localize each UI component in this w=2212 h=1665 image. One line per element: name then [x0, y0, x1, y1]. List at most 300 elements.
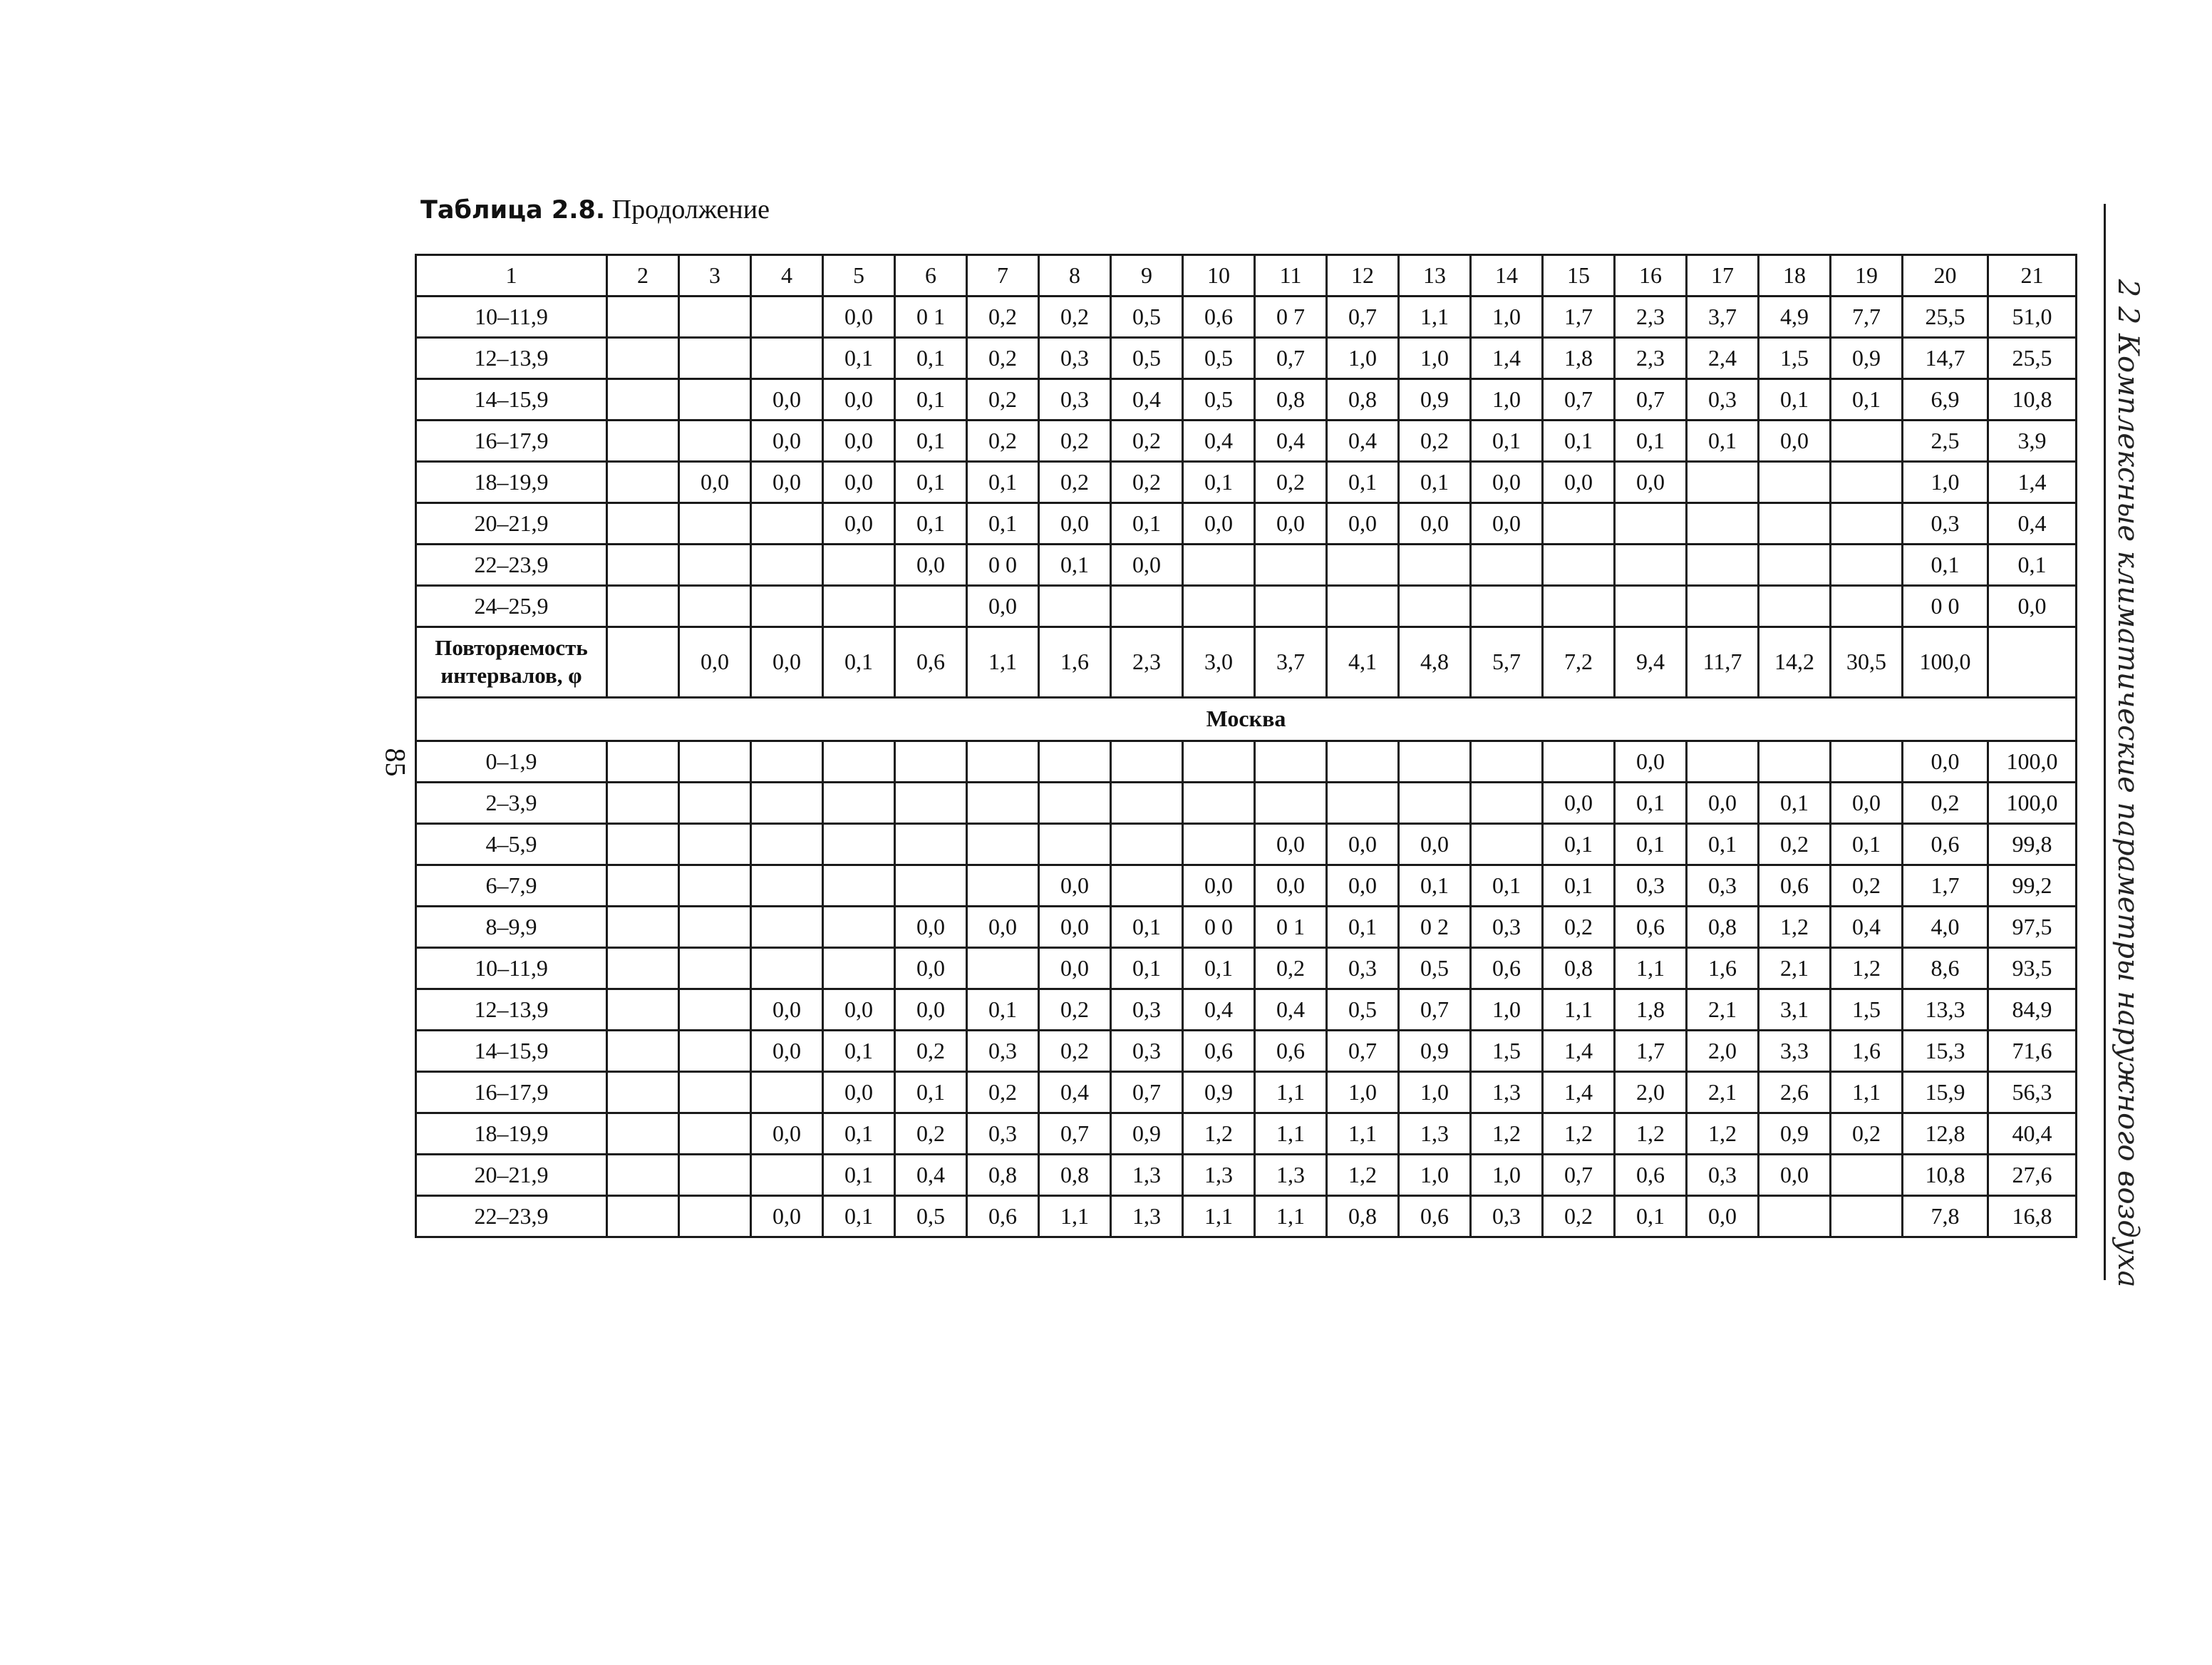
table-cell: 0,4: [1988, 503, 2077, 545]
table-cell: 8: [1039, 255, 1111, 297]
row-label-cell: 20–21,9: [416, 503, 607, 545]
table-cell: 1,0: [1399, 338, 1471, 379]
table-cell: 1,7: [1903, 865, 1988, 907]
table-cell: 0,1: [1399, 462, 1471, 503]
table-cell: [751, 741, 823, 783]
table-cell: [1471, 824, 1543, 865]
table-cell: 0,0: [1039, 865, 1111, 907]
table-cell: 0,1: [895, 338, 967, 379]
table-cell: [751, 948, 823, 989]
table-cell: 2,5: [1903, 421, 1988, 462]
table-cell: 0,0: [823, 379, 895, 421]
table-cell: [1039, 741, 1111, 783]
table-cell: [607, 783, 679, 824]
table-cell: 5: [823, 255, 895, 297]
table-cell: 0,1: [895, 379, 967, 421]
table-cell: [1615, 503, 1687, 545]
table-cell: [607, 741, 679, 783]
table-cell: 1,0: [1471, 297, 1543, 338]
table-cell: [679, 865, 751, 907]
table-cell: [1327, 783, 1399, 824]
table-cell: 0,0: [895, 907, 967, 948]
table-cell: [607, 1031, 679, 1072]
table-cell: 27,6: [1988, 1155, 2077, 1196]
row-label-cell: 18–19,9: [416, 462, 607, 503]
row-label-cell: 20–21,9: [416, 1155, 607, 1196]
table-cell: 0,0: [1255, 824, 1327, 865]
table-cell: [607, 1113, 679, 1155]
table-cell: [1759, 545, 1831, 586]
table-cell: 0,2: [1543, 907, 1615, 948]
table-cell: 4,0: [1903, 907, 1988, 948]
table-cell: 0,6: [1615, 907, 1687, 948]
table-cell: 1,0: [1327, 1072, 1399, 1113]
table-cell: 0,0: [823, 297, 895, 338]
row-label-cell: 16–17,9: [416, 1072, 607, 1113]
table-cell: 0,0: [1183, 503, 1255, 545]
table-cell: 0,1: [1543, 824, 1615, 865]
table-cell: [1183, 545, 1255, 586]
table-cell: 0,5: [1327, 989, 1399, 1031]
table-cell: 20: [1903, 255, 1988, 297]
table-cell: 0,2: [1039, 1031, 1111, 1072]
table-cell: [1255, 783, 1327, 824]
table-cell: 0,6: [1903, 824, 1988, 865]
table-cell: [679, 1031, 751, 1072]
table-cell: 30,5: [1831, 627, 1903, 698]
table-row: [416, 1031, 2077, 1072]
table-cell: 0,1: [1615, 421, 1687, 462]
table-cell: 0,3: [1111, 1031, 1183, 1072]
table-cell: [1183, 824, 1255, 865]
table-cell: 6,9: [1903, 379, 1988, 421]
table-cell: 0,1: [1543, 865, 1615, 907]
table-cell: 0,1: [1471, 865, 1543, 907]
table-cell: 1,2: [1687, 1113, 1759, 1155]
table-cell: 0,0: [1327, 865, 1399, 907]
table-cell: [895, 783, 967, 824]
table-cell: 0,2: [1543, 1196, 1615, 1237]
table-cell: [1687, 586, 1759, 627]
table-cell: [1615, 545, 1687, 586]
row-label-cell: 2–3,9: [416, 783, 607, 824]
table-row: [416, 824, 2077, 865]
table-cell: 0,0: [751, 1031, 823, 1072]
page-number: 85: [379, 748, 412, 777]
table-cell: 100,0: [1988, 783, 2077, 824]
table-cell: 0,9: [1183, 1072, 1255, 1113]
table-cell: 2,1: [1759, 948, 1831, 989]
table-cell: [1831, 586, 1903, 627]
table-cell: [823, 783, 895, 824]
table-cell: 0,2: [1255, 462, 1327, 503]
table-cell: [823, 545, 895, 586]
table-cell: [751, 338, 823, 379]
table-cell: 1,5: [1831, 989, 1903, 1031]
table-cell: 0,2: [1759, 824, 1831, 865]
table-cell: 1,7: [1615, 1031, 1687, 1072]
table-cell: [751, 783, 823, 824]
table-cell: [1543, 545, 1615, 586]
table-cell: 0,0: [1039, 503, 1111, 545]
table-cell: 0,1: [1615, 1196, 1687, 1237]
table-cell: 0,9: [1831, 338, 1903, 379]
table-cell: 2,3: [1111, 627, 1183, 698]
table-cell: [751, 503, 823, 545]
table-cell: 3,0: [1183, 627, 1255, 698]
table-cell: 1,8: [1543, 338, 1615, 379]
table-cell: 1,1: [1255, 1072, 1327, 1113]
table-cell: 0,2: [1399, 421, 1471, 462]
table-cell: 0,2: [967, 1072, 1039, 1113]
table-cell: 1,3: [1183, 1155, 1255, 1196]
table-cell: [1687, 741, 1759, 783]
table-row: [416, 783, 2077, 824]
table-cell: [823, 586, 895, 627]
table-cell: 0,0: [1399, 503, 1471, 545]
table-cell: 1,2: [1183, 1113, 1255, 1155]
table-cell: [1111, 586, 1183, 627]
table-cell: [1327, 741, 1399, 783]
table-cell: 0,7: [1039, 1113, 1111, 1155]
table-cell: 0,2: [967, 379, 1039, 421]
table-cell: 13: [1399, 255, 1471, 297]
table-cell: 0,1: [1183, 948, 1255, 989]
row-label-cell: 0–1,9: [416, 741, 607, 783]
table-cell: 1,6: [1831, 1031, 1903, 1072]
running-head: 2 2 Комплексные климатические параметры наружного воздуха: [2112, 279, 2144, 1288]
table-cell: 0,1: [823, 338, 895, 379]
row-label-cell: 12–13,9: [416, 338, 607, 379]
table-cell: 0,0: [751, 462, 823, 503]
table-cell: 9: [1111, 255, 1183, 297]
table-cell: 1,0: [1399, 1072, 1471, 1113]
table-cell: [823, 907, 895, 948]
table-cell: 10,8: [1988, 379, 2077, 421]
table-cell: 0,3: [1903, 503, 1988, 545]
table-cell: [1831, 421, 1903, 462]
table-cell: [1255, 545, 1327, 586]
table-cell: 17: [1687, 255, 1759, 297]
table-cell: 1,1: [1255, 1196, 1327, 1237]
table-cell: 0,2: [1903, 783, 1988, 824]
table-cell: 2,3: [1615, 338, 1687, 379]
table-cell: 0,8: [1039, 1155, 1111, 1196]
table-cell: [607, 948, 679, 989]
table-cell: 0,2: [1039, 297, 1111, 338]
table-cell: [1039, 586, 1111, 627]
table-cell: [1615, 586, 1687, 627]
table-cell: [895, 741, 967, 783]
table-cell: 0,0: [1759, 1155, 1831, 1196]
table-cell: 0,6: [1399, 1196, 1471, 1237]
table-cell: [1471, 741, 1543, 783]
side-rule: [2104, 204, 2106, 1280]
table-cell: 0,5: [895, 1196, 967, 1237]
table-cell: 0,3: [1687, 1155, 1759, 1196]
table-row: [416, 865, 2077, 907]
table-cell: [679, 824, 751, 865]
table-cell: 1,1: [1399, 297, 1471, 338]
table-cell: 1,2: [1831, 948, 1903, 989]
table-cell: 0,1: [1471, 421, 1543, 462]
table-cell: 0,0: [679, 462, 751, 503]
row-label-cell: 22–23,9: [416, 545, 607, 586]
table-cell: 1,0: [1471, 379, 1543, 421]
table-cell: [679, 948, 751, 989]
table-cell: [751, 1155, 823, 1196]
table-cell: 1,0: [1903, 462, 1988, 503]
table-cell: 0,0: [967, 907, 1039, 948]
table-cell: 7,7: [1831, 297, 1903, 338]
table-cell: [967, 865, 1039, 907]
table-cell: [1471, 586, 1543, 627]
row-label-cell: 6–7,9: [416, 865, 607, 907]
table-cell: 0,1: [1903, 545, 1988, 586]
table-cell: 0,0: [1039, 948, 1111, 989]
table-cell: 2,0: [1687, 1031, 1759, 1072]
table-cell: [607, 421, 679, 462]
table-cell: 0,0: [895, 545, 967, 586]
table-cell: 1,2: [1327, 1155, 1399, 1196]
table-cell: 0,2: [967, 297, 1039, 338]
table-cell: 1,1: [1255, 1113, 1327, 1155]
table-cell: [895, 824, 967, 865]
table-cell: 1,1: [1543, 989, 1615, 1031]
table-cell: 0,1: [1327, 907, 1399, 948]
table-cell: 0,3: [1039, 338, 1111, 379]
table-cell: 18: [1759, 255, 1831, 297]
section-title: Москва: [416, 698, 2077, 741]
table-cell: [607, 545, 679, 586]
table-cell: 25,5: [1903, 297, 1988, 338]
table-cell: 0,9: [1759, 1113, 1831, 1155]
table-row: [416, 1196, 2077, 1237]
table-cell: 84,9: [1988, 989, 2077, 1031]
table-cell: 0,6: [1615, 1155, 1687, 1196]
table-cell: [1687, 462, 1759, 503]
table-cell: 0,4: [1255, 989, 1327, 1031]
table-cell: [607, 338, 679, 379]
table-cell: [1543, 586, 1615, 627]
table-cell: [1759, 741, 1831, 783]
table-cell: 0,2: [1111, 462, 1183, 503]
table-cell: 0,0: [967, 586, 1039, 627]
table-cell: [1543, 741, 1615, 783]
table-cell: 4,9: [1759, 297, 1831, 338]
table-row: [416, 462, 2077, 503]
table-cell: 0,0: [751, 989, 823, 1031]
table-cell: 1,1: [1039, 1196, 1111, 1237]
table-cell: 0,4: [1039, 1072, 1111, 1113]
row-label-cell: 4–5,9: [416, 824, 607, 865]
table-cell: 11: [1255, 255, 1327, 297]
table-cell: [1039, 783, 1111, 824]
table-cell: 0,7: [1255, 338, 1327, 379]
table-cell: 0,0: [1111, 545, 1183, 586]
table-cell: [679, 907, 751, 948]
table-cell: 0,1: [1831, 379, 1903, 421]
table-cell: 2,3: [1615, 297, 1687, 338]
table-row: [416, 989, 2077, 1031]
table-cell: 0,7: [1327, 297, 1399, 338]
table-cell: 0,6: [1255, 1031, 1327, 1072]
table-cell: [607, 627, 679, 698]
table-cell: 0,1: [1615, 824, 1687, 865]
table-cell: 0,2: [1831, 865, 1903, 907]
table-cell: 1,4: [1543, 1031, 1615, 1072]
table-cell: 0,5: [1111, 297, 1183, 338]
table-cell: 0,2: [1831, 1113, 1903, 1155]
table-cell: [751, 865, 823, 907]
table-cell: 0,8: [1327, 379, 1399, 421]
climate-data-table: [415, 254, 2077, 1238]
table-cell: 0,9: [1399, 1031, 1471, 1072]
table-cell: 8,6: [1903, 948, 1988, 989]
table-cell: [679, 1113, 751, 1155]
table-cell: 0,0: [1471, 503, 1543, 545]
table-row: [416, 421, 2077, 462]
table-cell: [751, 824, 823, 865]
table-cell: [1183, 783, 1255, 824]
table-cell: 1,7: [1543, 297, 1615, 338]
table-cell: 0,1: [823, 627, 895, 698]
table-cell: [1471, 545, 1543, 586]
row-label-cell: 8–9,9: [416, 907, 607, 948]
table-cell: [1327, 545, 1399, 586]
table-cell: 56,3: [1988, 1072, 2077, 1113]
row-label-cell: 10–11,9: [416, 948, 607, 989]
table-cell: 21: [1988, 255, 2077, 297]
table-row: [416, 338, 2077, 379]
table-cell: 0,0: [1471, 462, 1543, 503]
table-cell: 99,8: [1988, 824, 2077, 865]
table-cell: 0,0: [1687, 1196, 1759, 1237]
table-cell: [679, 421, 751, 462]
table-cell: [1831, 1155, 1903, 1196]
table-cell: 13,3: [1903, 989, 1988, 1031]
table-row: [416, 586, 2077, 627]
table-cell: [823, 741, 895, 783]
table-cell: 0,0: [751, 1196, 823, 1237]
table-cell: 0,0: [1255, 503, 1327, 545]
table-cell: 7: [967, 255, 1039, 297]
table-cell: 0,9: [1111, 1113, 1183, 1155]
table-cell: [679, 586, 751, 627]
table-cell: 1,4: [1988, 462, 2077, 503]
table-cell: 1,1: [1615, 948, 1687, 989]
table-cell: [607, 379, 679, 421]
table-cell: 0,0: [751, 421, 823, 462]
table-cell: [1111, 824, 1183, 865]
table-cell: 0,0: [1543, 462, 1615, 503]
table-cell: [679, 545, 751, 586]
table-cell: 1,2: [1543, 1113, 1615, 1155]
table-cell: 0,3: [967, 1031, 1039, 1072]
table-cell: [967, 741, 1039, 783]
table-cell: 0,1: [823, 1031, 895, 1072]
table-cell: 3: [679, 255, 751, 297]
table-cell: 0,0: [1831, 783, 1903, 824]
table-cell: [1039, 824, 1111, 865]
table-cell: [607, 462, 679, 503]
table-cell: [607, 824, 679, 865]
table-cell: 14,7: [1903, 338, 1988, 379]
table-row: [416, 545, 2077, 586]
table-cell: 15: [1543, 255, 1615, 297]
table-cell: 0,5: [1183, 379, 1255, 421]
table-cell: 1,3: [1111, 1155, 1183, 1196]
table-cell: 0,5: [1399, 948, 1471, 989]
table-cell: 0,0: [895, 948, 967, 989]
table-cell: 0,1: [1687, 824, 1759, 865]
row-label-cell: 22–23,9: [416, 1196, 607, 1237]
table-cell: 0,7: [1543, 1155, 1615, 1196]
table-cell: 40,4: [1988, 1113, 2077, 1155]
table-cell: 16: [1615, 255, 1687, 297]
table-cell: 3,3: [1759, 1031, 1831, 1072]
table-cell: 0,0: [1903, 741, 1988, 783]
table-cell: 1,4: [1543, 1072, 1615, 1113]
table-cell: [1327, 586, 1399, 627]
table-cell: 1,3: [1255, 1155, 1327, 1196]
table-row: [416, 1072, 2077, 1113]
table-cell: [1111, 865, 1183, 907]
table-cell: 1,6: [1687, 948, 1759, 989]
table-cell: 0,0: [823, 989, 895, 1031]
table-cell: [1471, 783, 1543, 824]
header-row: [416, 255, 2077, 297]
table-row: [416, 1155, 2077, 1196]
table-cell: 0,0: [751, 1113, 823, 1155]
table-cell: 0,0: [823, 1072, 895, 1113]
table-cell: [967, 824, 1039, 865]
table-cell: 0,3: [1471, 907, 1543, 948]
table-cell: 0,8: [1327, 1196, 1399, 1237]
table-cell: 0,7: [1543, 379, 1615, 421]
table-cell: 0,2: [1039, 989, 1111, 1031]
table-cell: [967, 783, 1039, 824]
table-cell: 4,1: [1327, 627, 1399, 698]
table-row: [416, 503, 2077, 545]
row-label-cell: 14–15,9: [416, 1031, 607, 1072]
table-cell: 0,2: [1039, 462, 1111, 503]
table-cell: 15,9: [1903, 1072, 1988, 1113]
table-cell: [679, 1072, 751, 1113]
table-cell: 3,1: [1759, 989, 1831, 1031]
table-cell: 1,1: [967, 627, 1039, 698]
table-cell: 0,0: [1399, 824, 1471, 865]
table-cell: 1,3: [1399, 1113, 1471, 1155]
table-cell: 0,1: [823, 1196, 895, 1237]
table-cell: 4,8: [1399, 627, 1471, 698]
table-cell: [679, 379, 751, 421]
table-cell: 3,7: [1687, 297, 1759, 338]
table-cell: [607, 1155, 679, 1196]
table-cell: 0,0: [1615, 462, 1687, 503]
table-cell: 0,4: [1327, 421, 1399, 462]
table-cell: [751, 297, 823, 338]
table-cell: 1,5: [1471, 1031, 1543, 1072]
table-cell: [823, 865, 895, 907]
table-cell: [1399, 545, 1471, 586]
table-cell: 0 1: [895, 297, 967, 338]
table-cell: 0,1: [1759, 783, 1831, 824]
table-cell: 1,2: [1471, 1113, 1543, 1155]
table-cell: 0,1: [1111, 948, 1183, 989]
table-cell: [1111, 783, 1183, 824]
table-cell: 1,0: [1471, 989, 1543, 1031]
